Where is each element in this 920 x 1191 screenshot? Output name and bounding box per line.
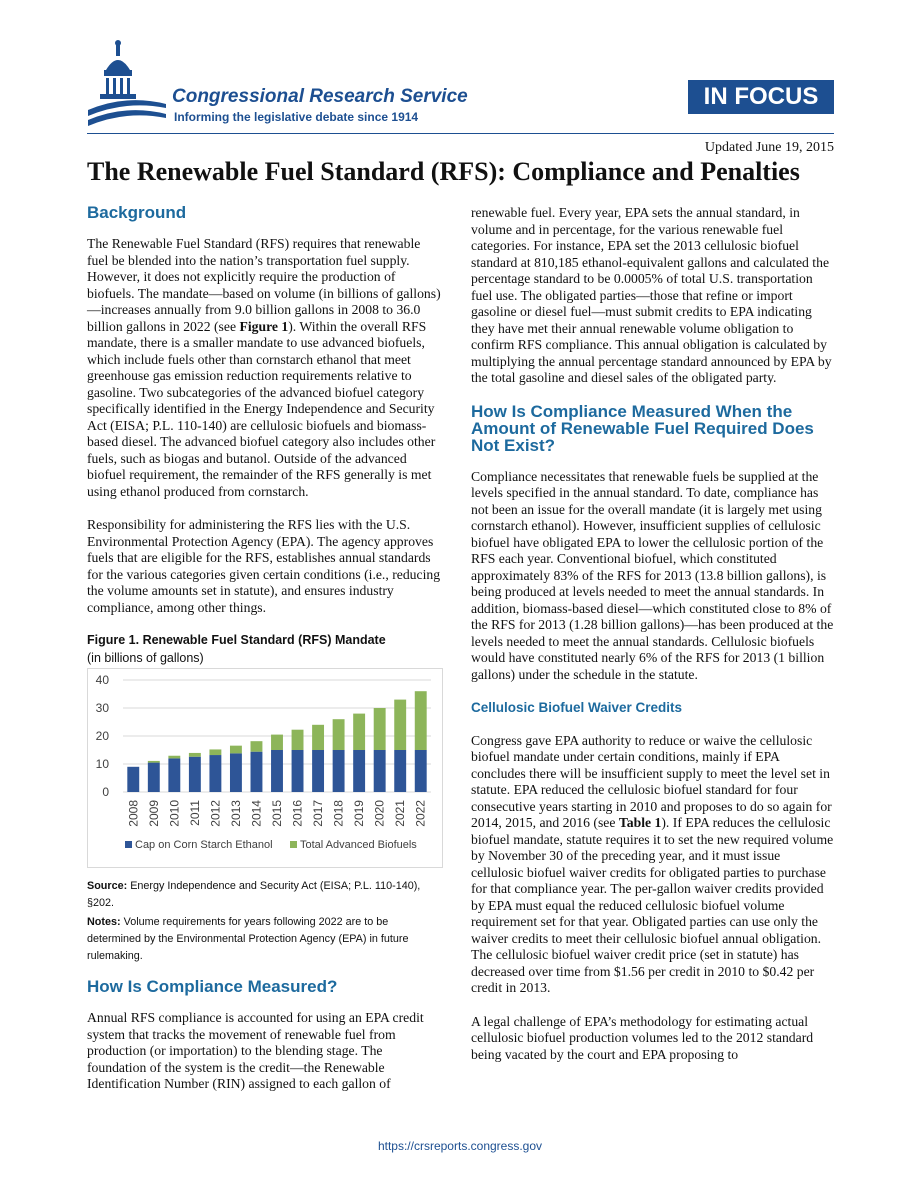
bar-advanced-biofuels-2019 <box>353 714 365 750</box>
waiver-credits-subheading: Cellulosic Biofuel Waiver Credits <box>471 700 683 715</box>
right-paragraph-2: Compliance necessitates that renewable fuels be supplied at the levels specified in the annual standard. To date, compliance has not been an issue for the overall mandate (it is largely met using cornstarch ethanol). However, insufficient supplies of cellulosic biofuel have obligated EPA to lower the cellulosic portion of the RFS each year. Conventional biofuel, which constituted approximately 83% of the RFS for 2013 (13.8 billion gallons), is being produced at levels needed to meet the annual standards. In addition, biomass-based diesel—which constituted close to 8% of the RFS for 2013 (1.28 billion gallons)—has been produced at the levels needed to meet the annual standards. Cellulosic biofuels would have constituted nearly 6% of the RFS for 2013 (1 billion gallons) under the schedule in the statute. <box>471 468 834 682</box>
capitol-dome-logo <box>86 40 168 132</box>
right-paragraph-1: renewable fuel. Every year, EPA sets the annual standard, in volume and in percentage, for the various renewable fuel categories. For instance, EPA set the 2013 cellulosic biofuel standard at 810,185 ethanol-equivalent gallons and calculated the percentage standard to be 0.0005% of total U.S. transportation fuel use. The obligated parties—those that refine or import gasoline or diesel fuel—must submit credits to EPA indicating they have met their annual renewable volume obligation to confirm RFS compliance. This annual obligation is calculated by multiplying the annual percentage standard announced by EPA by the total gasoline and diesel sales of the obligated party. <box>471 205 832 385</box>
y-tick-label: 40 <box>95 673 109 687</box>
x-tick-label: 2015 <box>270 800 284 827</box>
x-tick-label: 2020 <box>372 800 387 827</box>
header-divider <box>87 133 834 134</box>
right-column <box>471 205 834 1080</box>
right-paragraph-4: A legal challenge of EPA’s methodology for estimating actual cellulosic biofuel production volumes led to the 2012 standard being vacated by the court and EPA proposing to <box>471 1013 814 1062</box>
table-1-reference: Table 1 <box>618 815 662 830</box>
bar-corn-ethanol-2016 <box>292 750 304 792</box>
org-name: Congressional Research Service <box>172 86 468 107</box>
bar-advanced-biofuels-2018 <box>333 719 345 750</box>
bar-corn-ethanol-2021 <box>394 750 406 792</box>
x-tick-label: 2010 <box>167 800 182 827</box>
bar-advanced-biofuels-2015 <box>271 735 283 750</box>
y-tick-label: 30 <box>95 701 109 715</box>
bar-corn-ethanol-2018 <box>333 750 345 792</box>
bar-corn-ethanol-2008 <box>127 767 139 792</box>
bar-advanced-biofuels-2013 <box>230 746 242 754</box>
bar-advanced-biofuels-2017 <box>312 725 324 750</box>
compliance-paragraph: Annual RFS compliance is accounted for using an EPA credit system that tracks the movement of renewable fuel from production (or importation) to the blending stage. The foundation of the system is the credit—the Renewable Identification Number (RIN) assigned to each gallon of <box>87 1010 424 1091</box>
bar-advanced-biofuels-2012 <box>209 749 221 755</box>
figure-1-reference: Figure 1 <box>239 318 289 334</box>
x-tick-label: 2016 <box>290 800 305 827</box>
y-tick-label: 10 <box>95 757 109 771</box>
bar-corn-ethanol-2015 <box>271 750 283 792</box>
x-tick-label: 2014 <box>249 800 264 827</box>
x-tick-label: 2017 <box>311 800 326 827</box>
bar-advanced-biofuels-2011 <box>189 753 201 757</box>
bar-advanced-biofuels-2014 <box>251 741 263 752</box>
bar-advanced-biofuels-2021 <box>394 700 406 750</box>
bar-advanced-biofuels-2009 <box>148 761 160 763</box>
bar-corn-ethanol-2020 <box>374 750 386 792</box>
x-tick-label: 2011 <box>187 800 202 826</box>
bar-corn-ethanol-2010 <box>168 758 180 792</box>
bar-corn-ethanol-2011 <box>189 757 201 792</box>
legend-label: Total Advanced Biofuels <box>300 839 417 851</box>
left-column <box>87 204 443 1110</box>
figure-notes: Notes: Volume requirements for years following 2022 are to be determined by the Environmental Protection Agency (EPA) in future rulemaking. <box>87 916 409 962</box>
x-tick-label: 2018 <box>331 800 346 827</box>
y-tick-label: 0 <box>102 785 109 799</box>
bar-corn-ethanol-2019 <box>353 750 365 792</box>
legend-swatch <box>290 841 297 848</box>
legend-swatch <box>125 841 132 848</box>
org-tagline: Informing the legislative debate since 1914 <box>174 110 419 124</box>
page-title: The Renewable Fuel Standard (RFS): Compliance and Penalties <box>87 157 800 186</box>
figure-source: Source: Energy Independence and Security Act (EISA; P.L. 110-140), §202. <box>87 880 421 909</box>
x-tick-label: 2008 <box>126 800 141 827</box>
bar-corn-ethanol-2022 <box>415 750 427 792</box>
rfs-mandate-chart <box>87 668 443 868</box>
in-focus-badge: IN FOCUS <box>688 80 834 114</box>
x-tick-label: 2009 <box>146 800 161 827</box>
x-tick-label: 2012 <box>208 800 223 827</box>
bar-advanced-biofuels-2022 <box>415 691 427 750</box>
compliance-heading: How Is Compliance Measured? <box>87 977 338 996</box>
bar-corn-ethanol-2013 <box>230 753 242 792</box>
bar-corn-ethanol-2014 <box>251 752 263 792</box>
x-tick-label: 2013 <box>228 800 243 827</box>
footer-url[interactable]: https://crsreports.congress.gov <box>377 1139 543 1153</box>
bar-corn-ethanol-2012 <box>209 755 221 792</box>
figure-subtitle: (in billions of gallons) <box>87 651 204 665</box>
bar-corn-ethanol-2009 <box>148 763 160 792</box>
legend-label: Cap on Corn Starch Ethanol <box>135 839 273 851</box>
bar-advanced-biofuels-2010 <box>168 756 180 759</box>
x-tick-label: 2022 <box>413 800 428 827</box>
nonexistent-fuel-heading: How Is Compliance Measured When the Amount of Renewable Fuel Required Does Not Exist? <box>471 401 814 455</box>
x-tick-label: 2021 <box>393 800 408 827</box>
updated-date: Updated June 19, 2015 <box>704 140 834 155</box>
background-paragraph-2: Responsibility for administering the RFS lies with the U.S. Environmental Protection Agency (EPA). The agency approves fuels that are eligible for the RFS, establishes annual standards for the various categories given certain conditions (i.e., reducing the volume amounts set in statute), and ensures industry compliance, among other things. <box>87 517 441 615</box>
background-heading: Background <box>87 203 187 222</box>
bar-advanced-biofuels-2020 <box>374 708 386 750</box>
figure-title: Figure 1. Renewable Fuel Standard (RFS) Mandate <box>87 633 386 647</box>
bar-advanced-biofuels-2016 <box>292 730 304 750</box>
right-paragraph-3: Congress gave EPA authority to reduce or waive the cellulosic biofuel mandate under certain conditions, mainly if EPA concludes there will be insufficient supply to meet the level set in statute. EPA reduced the cellulosic biofuel standard for four consecutive years starting in 2010 and proposes to do so again for 2014, 2015, and 2016 (see Table 1). If EPA reduces the cellulosic biofuel mandate, statute requires it to set the new required volume by November 30 of the preceding year, and it must issue cellulosic biofuel waiver credits for obligated parties to purchase for that compliance year. The per-gallon waiver credits provided by EPA must equal the reduced cellulosic biofuel volume requirement set for that year. Obligated parties can use only the waiver credits to meet their cellulosic biofuel annual obligation. The cellulosic biofuel waiver credit price (set in statute) has decreased over time from $1.56 per credit in 2010 to $0.42 per credit in 2013. <box>471 732 834 995</box>
bar-corn-ethanol-2017 <box>312 750 324 792</box>
background-paragraph-1: The Renewable Fuel Standard (RFS) requires that renewable fuel be blended into the nation’s transportation fuel supply. However, it does not explicitly require the production of biofuels. The mandate—based on volume (in billions of gallons)—increases annually from 9.0 billion gallons in 2008 to 36.0 billion gallons in 2022 (see Figure 1). Within the overall RFS mandate, there is a smaller mandate to use advanced biofuels, which include fuels other than cornstarch ethanol that meet greenhouse gas emission reduction requirements relative to gasoline. Two subcategories of the advanced biofuel category specifically identified in the Energy Independence and Security Act (EISA; P.L. 110-140) are cellulosic biofuels and biomass-based diesel. The advanced biofuel category also includes other fuels, such as biogas and butanol. Outside of the advanced biofuel requirement, the remainder of the RFS generally is met using ethanol produced from cornstarch. <box>87 236 441 499</box>
y-tick-label: 20 <box>95 729 109 743</box>
x-tick-label: 2019 <box>352 800 367 827</box>
